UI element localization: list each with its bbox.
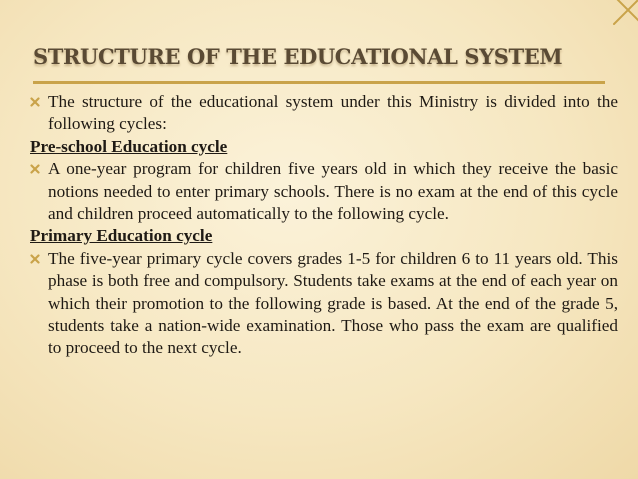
x-bullet-icon [30, 97, 40, 107]
bullet-intro [30, 91, 618, 136]
heading-primary: Primary Education cycle [30, 226, 213, 246]
bullet-primary-text: The five-year primary cycle covers grades 1-5 for children 6 to 11 years old. This phase is both free and compulsory. Students take exams at the end of each year on which their promotion to the following grade is based. At the end of the grade 5, students take a nation-wide examination. Those who pass the exam are qualified to proceed to the next cycle. [48, 248, 618, 358]
corner-x-icon [604, 0, 638, 34]
bullet-preschool [30, 158, 618, 225]
x-bullet-icon [30, 164, 40, 174]
heading-preschool: Pre-school Education cycle [30, 136, 228, 156]
slide-content [30, 91, 618, 360]
slide-title: STRUCTURE OF THE EDUCATIONAL SYSTEM [33, 44, 563, 69]
bullet-primary [30, 248, 618, 360]
x-bullet-icon [30, 254, 40, 264]
bullet-preschool-text: A one-year program for children five years old in which they receive the basic notions needed to enter primary schools. There is no exam at the end of this cycle and children proceed automatically to the following cycle. [48, 159, 618, 224]
title-underline [33, 81, 605, 84]
bullet-intro-text: The structure of the educational system under this Ministry is divided into the following cycles: [48, 92, 618, 134]
